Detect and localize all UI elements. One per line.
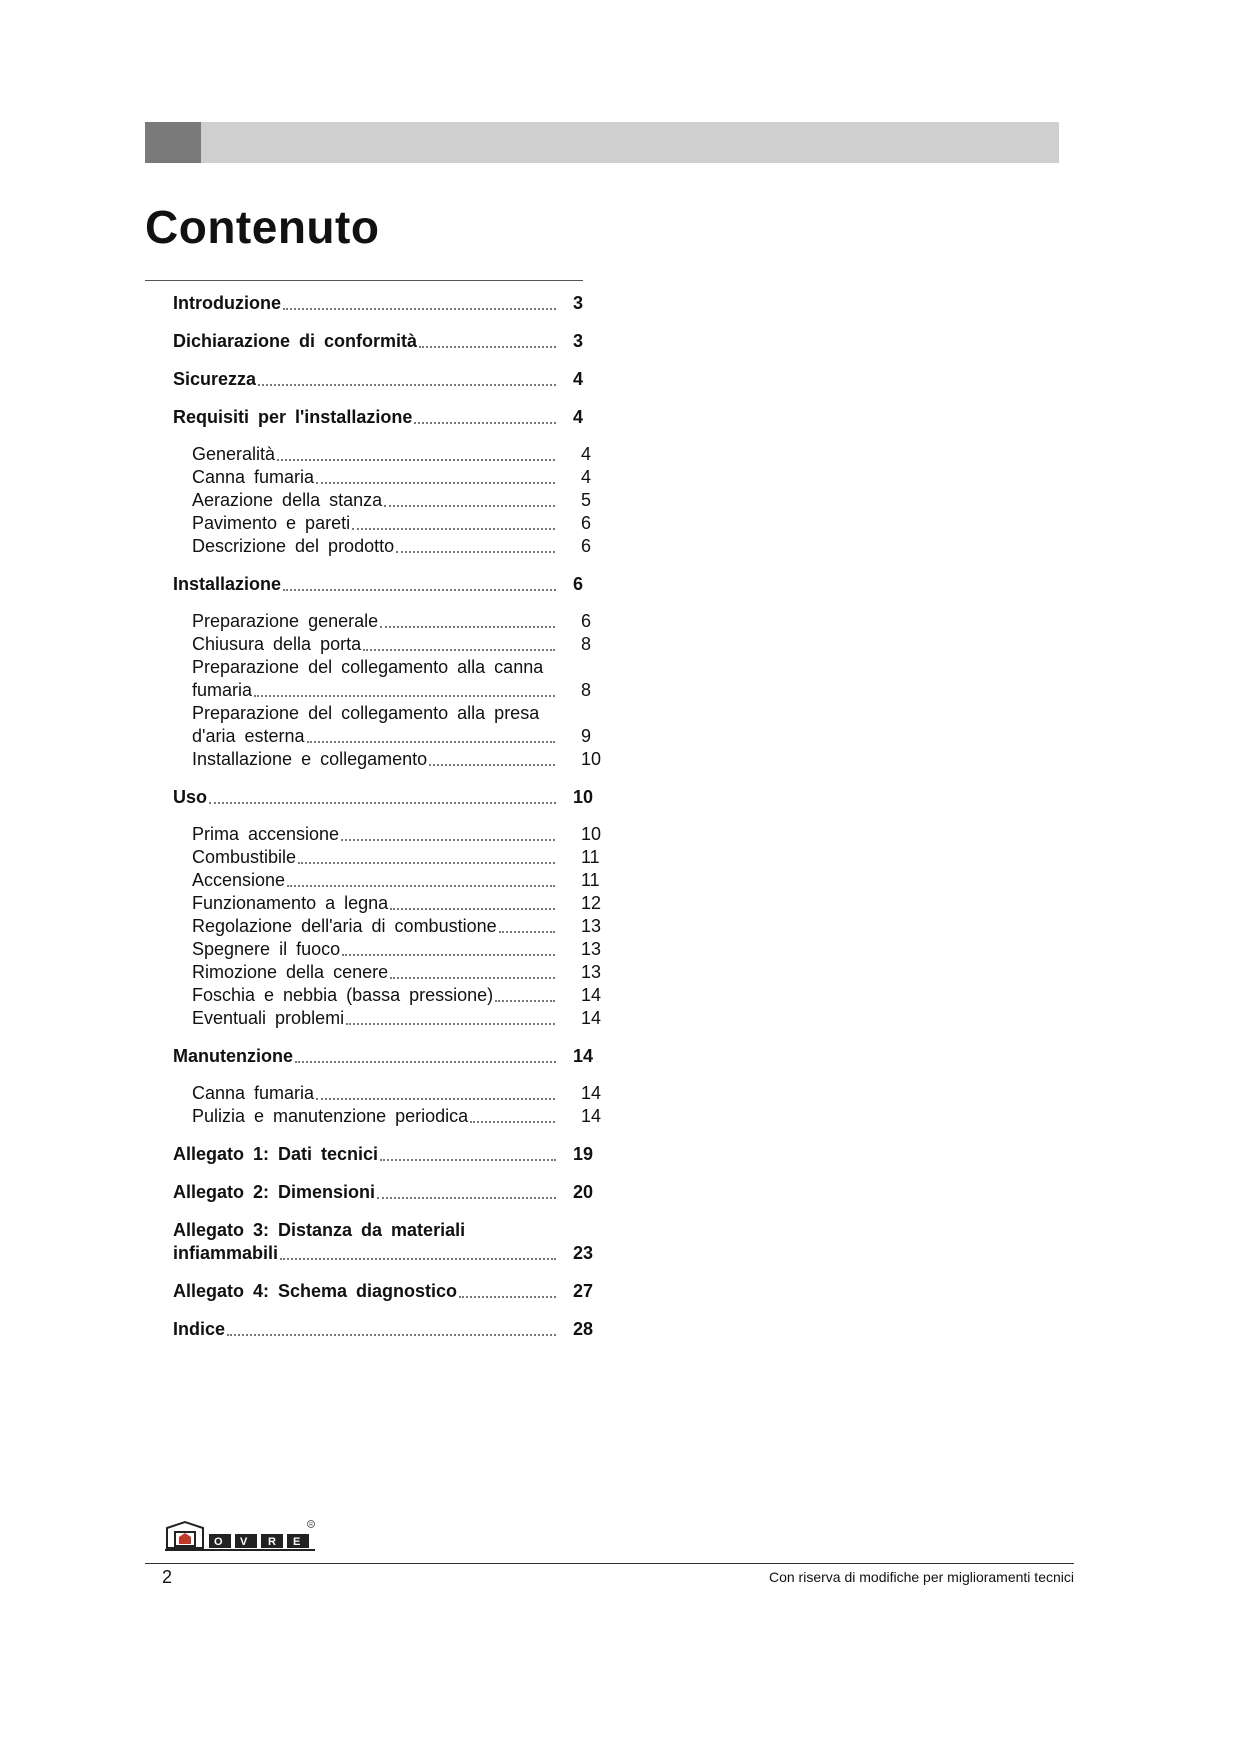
toc-entry[interactable] — [173, 443, 693, 466]
toc-entry[interactable] — [173, 938, 693, 961]
toc-dot-leader — [307, 741, 555, 743]
toc-entry-label-continued: d'aria esterna — [192, 726, 305, 746]
toc-entry[interactable] — [173, 535, 693, 558]
header-accent-block — [145, 122, 201, 163]
toc-dot-leader — [316, 482, 555, 484]
toc-entry-label: Preparazione del collegamento alla canna — [192, 657, 544, 677]
toc-entry[interactable] — [173, 748, 693, 771]
toc-entry[interactable] — [173, 915, 693, 938]
title-divider — [145, 280, 583, 281]
toc-entry-label: Canna fumaria — [192, 467, 315, 487]
toc-entry[interactable] — [173, 1318, 693, 1341]
toc-page-number: 4 — [581, 467, 592, 487]
toc-entry[interactable] — [173, 330, 693, 353]
toc-dot-leader — [283, 308, 556, 310]
toc-dot-leader — [341, 839, 555, 841]
toc-entry[interactable] — [173, 406, 693, 429]
toc-page-number: 14 — [581, 1008, 602, 1028]
toc-dot-leader — [495, 1000, 555, 1002]
toc-entry-label-continued: fumaria — [192, 680, 253, 700]
toc-page-number: 8 — [581, 680, 592, 700]
toc-entry[interactable] — [173, 1007, 693, 1030]
toc-entry[interactable] — [173, 823, 693, 846]
toc-dot-leader — [280, 1258, 556, 1260]
toc-entry-label: Allegato 1: Dati tecnici — [173, 1144, 379, 1164]
toc-entry[interactable] — [173, 1105, 693, 1128]
toc-dot-leader — [380, 626, 555, 628]
toc-entry[interactable] — [173, 786, 693, 809]
page-title: Contenuto — [145, 201, 380, 253]
toc-dot-leader — [390, 908, 555, 910]
toc-entry-label: Preparazione generale — [192, 611, 379, 631]
toc-entry-label: Manutenzione — [173, 1046, 293, 1066]
svg-text:O: O — [214, 1536, 223, 1548]
toc-dot-leader — [227, 1334, 556, 1336]
toc-page-number: 8 — [581, 634, 592, 654]
toc-dot-leader — [342, 954, 555, 956]
toc-entry-label: Canna fumaria — [192, 1083, 315, 1103]
toc-entry-label: Allegato 3: Distanza da materiali — [173, 1220, 466, 1240]
toc-entry[interactable] — [173, 633, 693, 656]
toc-entry[interactable] — [173, 368, 693, 391]
toc-entry-label: Aerazione della stanza — [192, 490, 383, 510]
toc-entry-label: Spegnere il fuoco — [192, 939, 341, 959]
toc-page-number: 19 — [573, 1144, 594, 1164]
toc-entry-label: Rimozione della cenere — [192, 962, 389, 982]
toc-entry-label: Preparazione del collegamento alla presa — [192, 703, 540, 723]
page-number: 2 — [162, 1567, 173, 1587]
toc-dot-leader — [499, 931, 555, 933]
toc-dot-leader — [316, 1098, 555, 1100]
toc-entry[interactable] — [173, 1045, 693, 1068]
toc-entry-label: Descrizione del prodotto — [192, 536, 395, 556]
toc-page-number: 11 — [581, 847, 600, 867]
toc-page-number: 14 — [581, 985, 602, 1005]
toc-page-number: 4 — [573, 369, 584, 389]
svg-text:R: R — [309, 1522, 313, 1528]
toc-page-number: 10 — [581, 749, 602, 769]
toc-page-number: 20 — [573, 1182, 594, 1202]
svg-text:V: V — [240, 1536, 248, 1548]
toc-dot-leader — [414, 422, 556, 424]
header-bar — [145, 122, 1059, 163]
toc-entry-label: Dichiarazione di conformità — [173, 331, 418, 351]
toc-entry-label: Generalità — [192, 444, 276, 464]
svg-text:R: R — [268, 1536, 276, 1548]
toc-entry-label: Requisiti per l'installazione — [173, 407, 413, 427]
toc-dot-leader — [254, 695, 555, 697]
toc-entry[interactable] — [173, 702, 693, 748]
toc-entry-label: Pulizia e manutenzione periodica — [192, 1106, 469, 1126]
toc-entry[interactable] — [173, 892, 693, 915]
toc-page-number: 14 — [581, 1083, 602, 1103]
footer-note: Con riserva di modifiche per miglioramenti tecnici — [768, 1569, 1074, 1585]
toc-dot-leader — [429, 764, 555, 766]
svg-text:E: E — [293, 1536, 301, 1548]
toc-entry-label: Funzionamento a legna — [192, 893, 389, 913]
toc-dot-leader — [258, 384, 556, 386]
toc-page-number: 6 — [581, 513, 592, 533]
toc-entry[interactable] — [173, 656, 693, 702]
toc-entry[interactable] — [173, 846, 693, 869]
toc-entry-label: Allegato 2: Dimensioni — [173, 1182, 376, 1202]
toc-page-number: 9 — [581, 726, 592, 746]
toc-page-number: 13 — [581, 916, 602, 936]
toc-entry-label: Eventuali problemi — [192, 1008, 345, 1028]
toc-entry[interactable] — [173, 292, 693, 315]
toc-entry-label: Accensione — [192, 870, 286, 890]
toc-entry-label: Installazione e collegamento — [192, 749, 428, 769]
toc-dot-leader — [277, 459, 555, 461]
toc-page-number: 4 — [581, 444, 592, 464]
toc-entry[interactable] — [173, 1219, 693, 1265]
toc-page-number: 12 — [581, 893, 602, 913]
toc-entry-label: Regolazione dell'aria di combustione — [192, 916, 497, 936]
toc-entry[interactable] — [173, 512, 693, 535]
toc-dot-leader — [396, 551, 555, 553]
toc-dot-leader — [346, 1023, 555, 1025]
toc-dot-leader — [209, 802, 556, 804]
toc-page-number: 6 — [581, 536, 592, 556]
toc-page-number: 3 — [573, 331, 584, 351]
toc-dot-leader — [298, 862, 555, 864]
toc-entry[interactable] — [173, 1280, 693, 1303]
toc-dot-leader — [419, 346, 556, 348]
toc-entry[interactable] — [173, 1181, 693, 1204]
toc-dot-leader — [380, 1159, 556, 1161]
toc-dot-leader — [470, 1121, 555, 1123]
toc-entry-label: Foschia e nebbia (bassa pressione) — [192, 985, 494, 1005]
toc-dot-leader — [384, 505, 555, 507]
toc-page-number: 4 — [573, 407, 584, 427]
toc-entry-label: Prima accensione — [192, 824, 340, 844]
dovre-logo — [165, 1518, 317, 1552]
toc-entry[interactable] — [173, 466, 693, 489]
toc-entry[interactable] — [173, 573, 693, 596]
toc-entry[interactable] — [173, 489, 693, 512]
toc-dot-leader — [459, 1296, 556, 1298]
toc-dot-leader — [295, 1061, 556, 1063]
toc-page-number: 14 — [581, 1106, 602, 1126]
toc-page-number: 27 — [573, 1281, 594, 1301]
toc-entry-label-continued: infiammabili — [173, 1243, 279, 1263]
toc-entry[interactable] — [173, 984, 693, 1007]
toc-page-number: 3 — [573, 293, 584, 313]
toc-entry-label: Uso — [173, 787, 208, 807]
toc-entry-label: Indice — [173, 1319, 226, 1339]
toc-page-number: 10 — [573, 787, 594, 807]
toc-entry[interactable] — [173, 1143, 693, 1166]
toc-dot-leader — [283, 589, 556, 591]
toc-page-number: 6 — [573, 574, 584, 594]
toc-page-number: 11 — [581, 870, 600, 890]
toc-entry[interactable] — [173, 610, 693, 633]
toc-entry[interactable] — [173, 869, 693, 892]
toc-page-number: 14 — [573, 1046, 594, 1066]
toc-dot-leader — [390, 977, 555, 979]
toc-page-number: 23 — [573, 1243, 594, 1263]
table-of-contents — [173, 292, 693, 1341]
toc-dot-leader — [287, 885, 555, 887]
toc-page-number: 28 — [573, 1319, 594, 1339]
toc-entry-label: Chiusura della porta — [192, 634, 362, 654]
toc-page-number: 13 — [581, 962, 602, 982]
toc-dot-leader — [352, 528, 555, 530]
toc-entry[interactable] — [173, 961, 693, 984]
toc-page-number: 6 — [581, 611, 592, 631]
toc-entry-label: Introduzione — [173, 293, 281, 313]
toc-dot-leader — [377, 1197, 556, 1199]
toc-page-number: 5 — [581, 490, 592, 510]
footer-divider — [145, 1563, 1074, 1564]
toc-entry[interactable] — [173, 1082, 693, 1105]
toc-dot-leader — [363, 649, 555, 651]
toc-page-number: 10 — [581, 824, 602, 844]
toc-page-number: 13 — [581, 939, 602, 959]
toc-entry-label: Sicurezza — [173, 369, 257, 389]
toc-entry-label: Combustibile — [192, 847, 297, 867]
toc-entry-label: Installazione — [173, 574, 282, 594]
toc-entry-label: Pavimento e pareti — [192, 513, 351, 533]
toc-entry-label: Allegato 4: Schema diagnostico — [173, 1281, 458, 1301]
